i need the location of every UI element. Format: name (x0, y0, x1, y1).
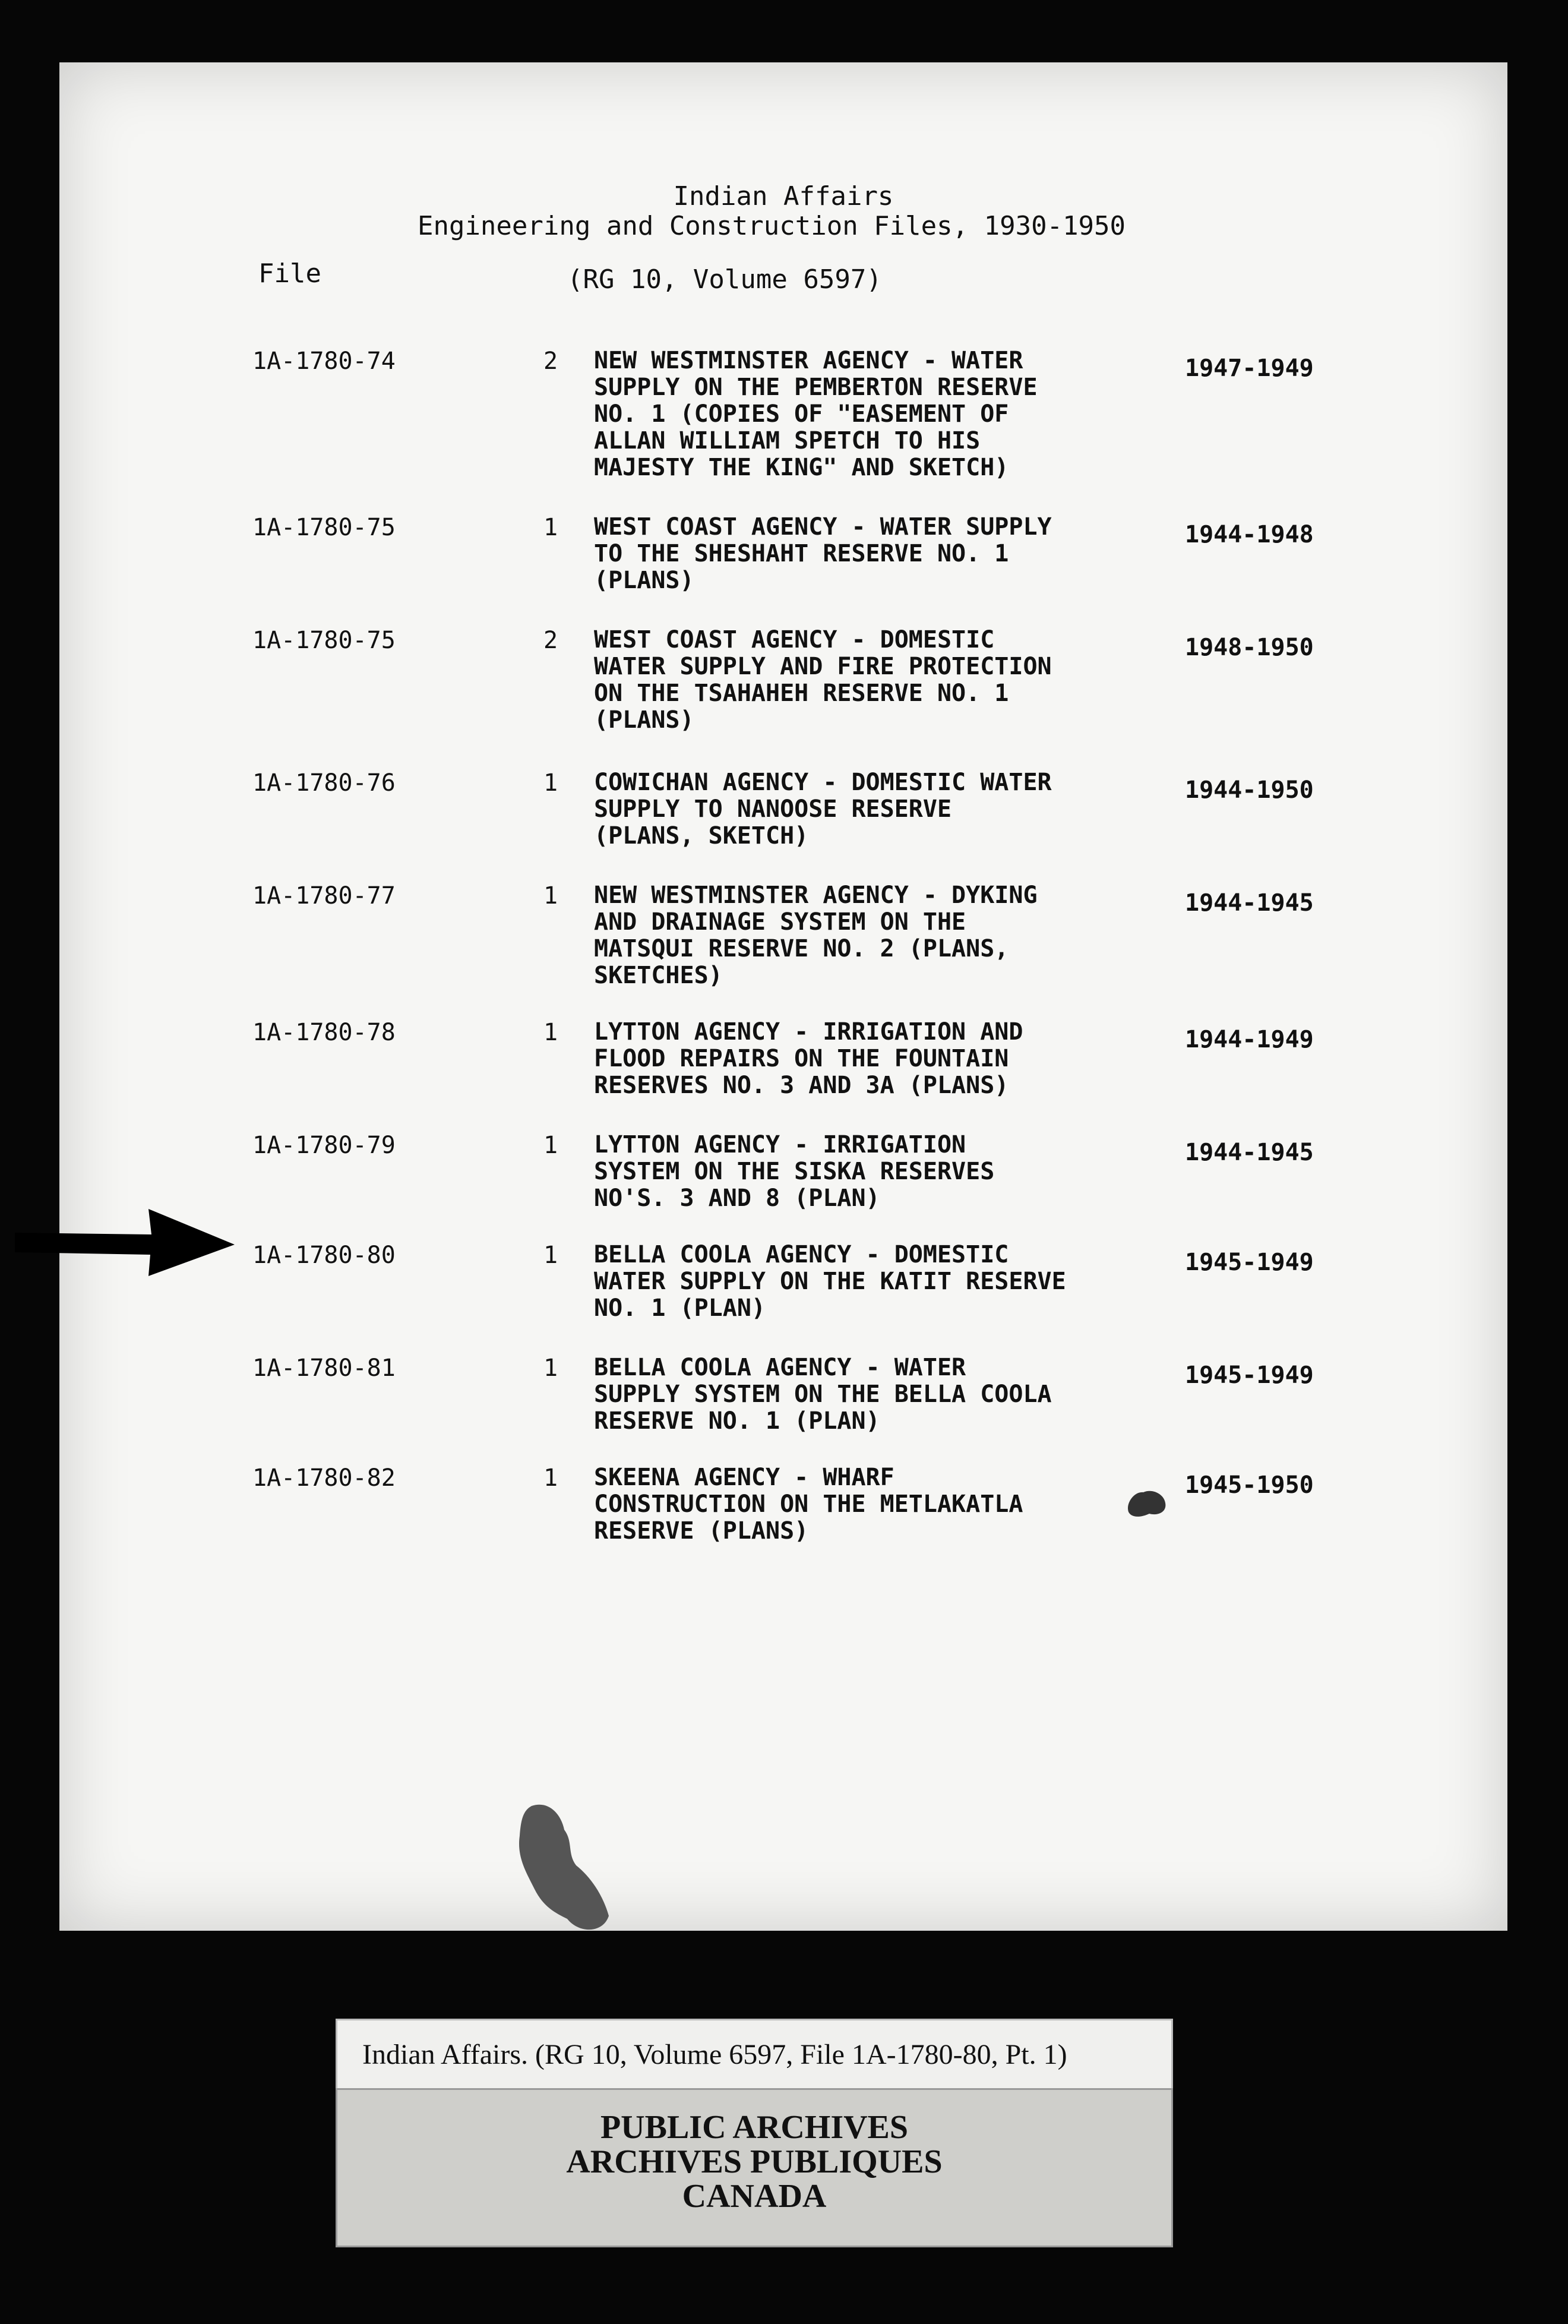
stamp-line: ARCHIVES PUBLIQUES (566, 2143, 943, 2180)
ink-blot (1123, 1485, 1170, 1518)
part-number: 1 (543, 514, 558, 541)
file-description (594, 1019, 1188, 1099)
date-range: 1945-1949 (1185, 1362, 1314, 1389)
description-line: ON THE TSAHAHEH RESERVE NO. 1 (594, 680, 1009, 707)
file-description (594, 1132, 1188, 1212)
description-line: MAJESTY THE KING" AND SKETCH) (594, 454, 1009, 481)
description-line: (PLANS) (594, 706, 694, 734)
description-line: SKEENA AGENCY - WHARF (594, 1464, 894, 1491)
document-page (59, 62, 1507, 1931)
description-line: (PLANS) (594, 567, 694, 594)
description-line: BELLA COOLA AGENCY - WATER (594, 1354, 966, 1381)
file-number: 1A-1780-75 (252, 514, 396, 541)
date-range: 1944-1945 (1185, 889, 1314, 917)
file-description (594, 1464, 1188, 1545)
date-range: 1947-1949 (1185, 355, 1314, 382)
part-number: 1 (543, 1132, 558, 1159)
description-line: (PLANS, SKETCH) (594, 822, 809, 850)
stamp-line: PUBLIC ARCHIVES (600, 2109, 909, 2146)
date-range: 1944-1950 (1185, 776, 1314, 804)
date-range: 1945-1949 (1185, 1249, 1314, 1276)
file-number: 1A-1780-80 (252, 1242, 396, 1269)
file-description (594, 769, 1188, 850)
description-line: LYTTON AGENCY - IRRIGATION (594, 1131, 966, 1158)
date-range: 1944-1948 (1185, 521, 1314, 548)
archive-caption: Indian Affairs. (RG 10, Volume 6597, File 1A-1780-80, Pt. 1) (336, 2019, 1173, 2090)
description-line: COWICHAN AGENCY - DOMESTIC WATER (594, 769, 1052, 796)
description-line: SUPPLY ON THE PEMBERTON RESERVE (594, 374, 1038, 401)
description-line: ALLAN WILLIAM SPETCH TO HIS (594, 427, 981, 454)
doc-title: Indian Affairs (673, 181, 894, 211)
archives-stamp (336, 2088, 1173, 2247)
description-line: BELLA COOLA AGENCY - DOMESTIC (594, 1241, 1009, 1268)
doc-subtitle: Engineering and Construction Files, 1930-1950 (417, 211, 1126, 241)
description-line: SYSTEM ON THE SISKA RESERVES (594, 1158, 995, 1185)
file-number: 1A-1780-79 (252, 1132, 396, 1159)
arrow-right-icon (15, 1206, 235, 1277)
part-number: 1 (543, 1464, 558, 1492)
part-number: 1 (543, 882, 558, 910)
part-number: 2 (543, 348, 558, 375)
description-line: SKETCHES) (594, 962, 723, 989)
description-line: TO THE SHESHAHT RESERVE NO. 1 (594, 540, 1009, 567)
description-line: AND DRAINAGE SYSTEM ON THE (594, 908, 966, 936)
description-line: RESERVE NO. 1 (PLAN) (594, 1407, 880, 1435)
file-number: 1A-1780-75 (252, 627, 396, 654)
file-number: 1A-1780-81 (252, 1354, 396, 1382)
description-line: NO. 1 (COPIES OF "EASEMENT OF (594, 400, 1009, 428)
description-line: CONSTRUCTION ON THE METLAKATLA (594, 1491, 1023, 1518)
file-number: 1A-1780-82 (252, 1464, 396, 1492)
file-description (594, 882, 1188, 989)
description-line: LYTTON AGENCY - IRRIGATION AND (594, 1018, 1023, 1046)
file-number: 1A-1780-76 (252, 769, 396, 797)
description-line: SUPPLY TO NANOOSE RESERVE (594, 795, 952, 823)
file-number: 1A-1780-77 (252, 882, 396, 910)
description-line: WEST COAST AGENCY - DOMESTIC (594, 626, 995, 653)
file-column-header: File (258, 258, 321, 289)
description-line: NO'S. 3 AND 8 (PLAN) (594, 1185, 880, 1212)
date-range: 1948-1950 (1185, 634, 1314, 661)
date-range: 1945-1950 (1185, 1472, 1314, 1499)
file-description (594, 627, 1188, 734)
date-range: 1944-1945 (1185, 1139, 1314, 1166)
description-line: NEW WESTMINSTER AGENCY - WATER (594, 347, 1023, 374)
file-description (594, 1354, 1188, 1435)
description-line: RESERVES NO. 3 AND 3A (PLANS) (594, 1072, 1009, 1099)
description-line: FLOOD REPAIRS ON THE FOUNTAIN (594, 1045, 1009, 1072)
file-number: 1A-1780-74 (252, 348, 396, 375)
part-number: 1 (543, 1019, 558, 1046)
part-number: 1 (543, 769, 558, 797)
date-range: 1944-1949 (1185, 1026, 1314, 1053)
stamp-line: CANADA (682, 2178, 827, 2215)
description-line: WEST COAST AGENCY - WATER SUPPLY (594, 513, 1052, 541)
file-description (594, 514, 1188, 594)
description-line: WATER SUPPLY AND FIRE PROTECTION (594, 653, 1052, 680)
stain-mark (508, 1800, 615, 1937)
part-number: 1 (543, 1242, 558, 1269)
part-number: 1 (543, 1354, 558, 1382)
description-line: RESERVE (PLANS) (594, 1517, 809, 1545)
part-number: 2 (543, 627, 558, 654)
description-line: MATSQUI RESERVE NO. 2 (PLANS, (594, 935, 1009, 962)
description-line: SUPPLY SYSTEM ON THE BELLA COOLA (594, 1381, 1052, 1408)
description-line: NEW WESTMINSTER AGENCY - DYKING (594, 882, 1038, 909)
file-number: 1A-1780-78 (252, 1019, 396, 1046)
volume-reference: (RG 10, Volume 6597) (567, 264, 882, 295)
file-description (594, 348, 1188, 481)
description-line: WATER SUPPLY ON THE KATIT RESERVE (594, 1268, 1066, 1295)
description-line: NO. 1 (PLAN) (594, 1294, 766, 1322)
file-description (594, 1242, 1188, 1322)
